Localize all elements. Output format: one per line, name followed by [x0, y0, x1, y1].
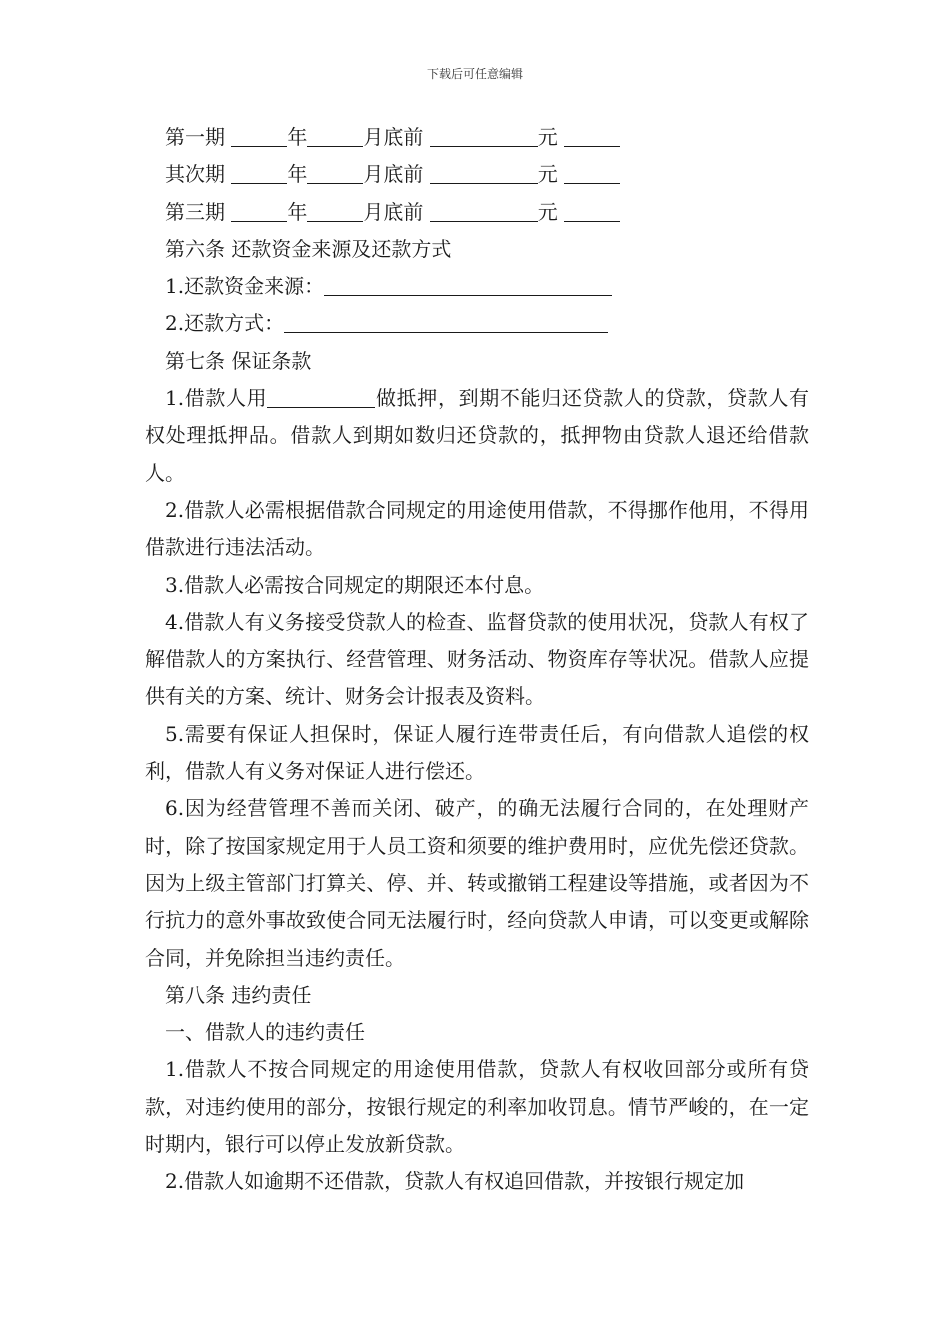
blank-field	[307, 124, 363, 147]
article8-paragraph-1: 1.借款人不按合同规定的用途使用借款，贷款人有权收回部分或所有贷款，对违约使用的部分，按银行规定的利率加收罚息。情节严峻的，在一定时期内，银行可以停止发放新贷款。	[145, 1057, 809, 1157]
installment-label: 其次期	[165, 162, 225, 187]
installment-label: 第一期	[165, 125, 225, 149]
article7-paragraph-4: 4.借款人有义务接受贷款人的检查、监督贷款的使用状况，贷款人有权了解借款人的方案执行、经营管理、财务活动、物资库存等状况。借款人应提供有关的方案、统计、财务会计报表及资料。	[145, 609, 809, 709]
blank-field	[307, 161, 363, 184]
blank-field	[430, 124, 538, 147]
blank-field	[564, 161, 620, 184]
blank-field	[430, 199, 538, 222]
blank-field	[231, 161, 287, 184]
installment-row	[145, 119, 809, 156]
blank-field	[267, 385, 375, 408]
article8-paragraph-2: 2.借款人如逾期不还借款，贷款人有权追回借款，并按银行规定加	[165, 1169, 745, 1194]
month-label: 月底前	[363, 199, 424, 224]
installment-row	[145, 156, 809, 193]
unit-label: 元	[537, 199, 558, 224]
blank-field	[564, 199, 620, 222]
repayment-method-label: 2.还款方式：	[165, 311, 285, 336]
article7-title: 第七条 保证条款	[165, 348, 312, 373]
year-label: 年	[287, 125, 308, 149]
article8-subtitle: 一、借款人的违约责任	[165, 1020, 365, 1045]
article7-paragraph-6: 6.因为经营管理不善而关闭、破产，的确无法履行合同的，在处理财产时，除了按国家规定用于人员工资和须要的维护费用时，应优先偿还贷款。因为上级主管部门打算关、停、并、转或撤销工程建设等措施，或者因为不行抗力的意外事故致使合同无法履行时，经向贷款人申请，可以变更或解除合同，并免除担当违约责任。	[145, 796, 809, 970]
repayment-source-label: 1.还款资金来源：	[165, 274, 325, 299]
blank-field	[324, 273, 612, 296]
repayment-method-row	[145, 305, 809, 342]
blank-field	[430, 161, 538, 184]
paragraph-text: 做抵押，到期不能归还贷款人的贷款，贷款人有权处理抵押品。借款人到期如数归还贷款的，抵押物由贷款人退还给借款人。	[145, 386, 809, 485]
year-label: 年	[287, 199, 308, 224]
unit-label: 元	[537, 162, 558, 187]
month-label: 月底前	[363, 162, 424, 187]
installment-row	[145, 194, 809, 231]
blank-field	[564, 124, 620, 147]
article7-paragraph-3: 3.借款人必需按合同规定的期限还本付息。	[165, 572, 545, 597]
page-header: 下载后可任意编辑	[426, 67, 523, 81]
article6-title: 第六条 还款资金来源及还款方式	[165, 236, 452, 261]
article7-paragraph-2: 2.借款人必需根据借款合同规定的用途使用借款，不得挪作他用，不得用借款进行违法活动。	[145, 497, 809, 560]
blank-field	[231, 199, 287, 222]
year-label: 年	[287, 162, 308, 187]
paragraph-text: 1.借款人用	[165, 386, 268, 411]
month-label: 月底前	[363, 125, 424, 149]
blank-field	[284, 310, 608, 333]
unit-label: 元	[537, 125, 558, 149]
blank-field	[307, 199, 363, 222]
blank-field	[231, 124, 287, 147]
document-body	[145, 119, 809, 1201]
article7-paragraph-1	[145, 380, 809, 492]
article8-title: 第八条 违约责任	[165, 982, 312, 1007]
installment-label: 第三期	[165, 199, 225, 224]
article7-paragraph-5: 5.需要有保证人担保时，保证人履行连带责任后，有向借款人追偿的权利，借款人有义务对保证人进行偿还。	[145, 721, 809, 784]
repayment-source-row	[145, 268, 809, 305]
